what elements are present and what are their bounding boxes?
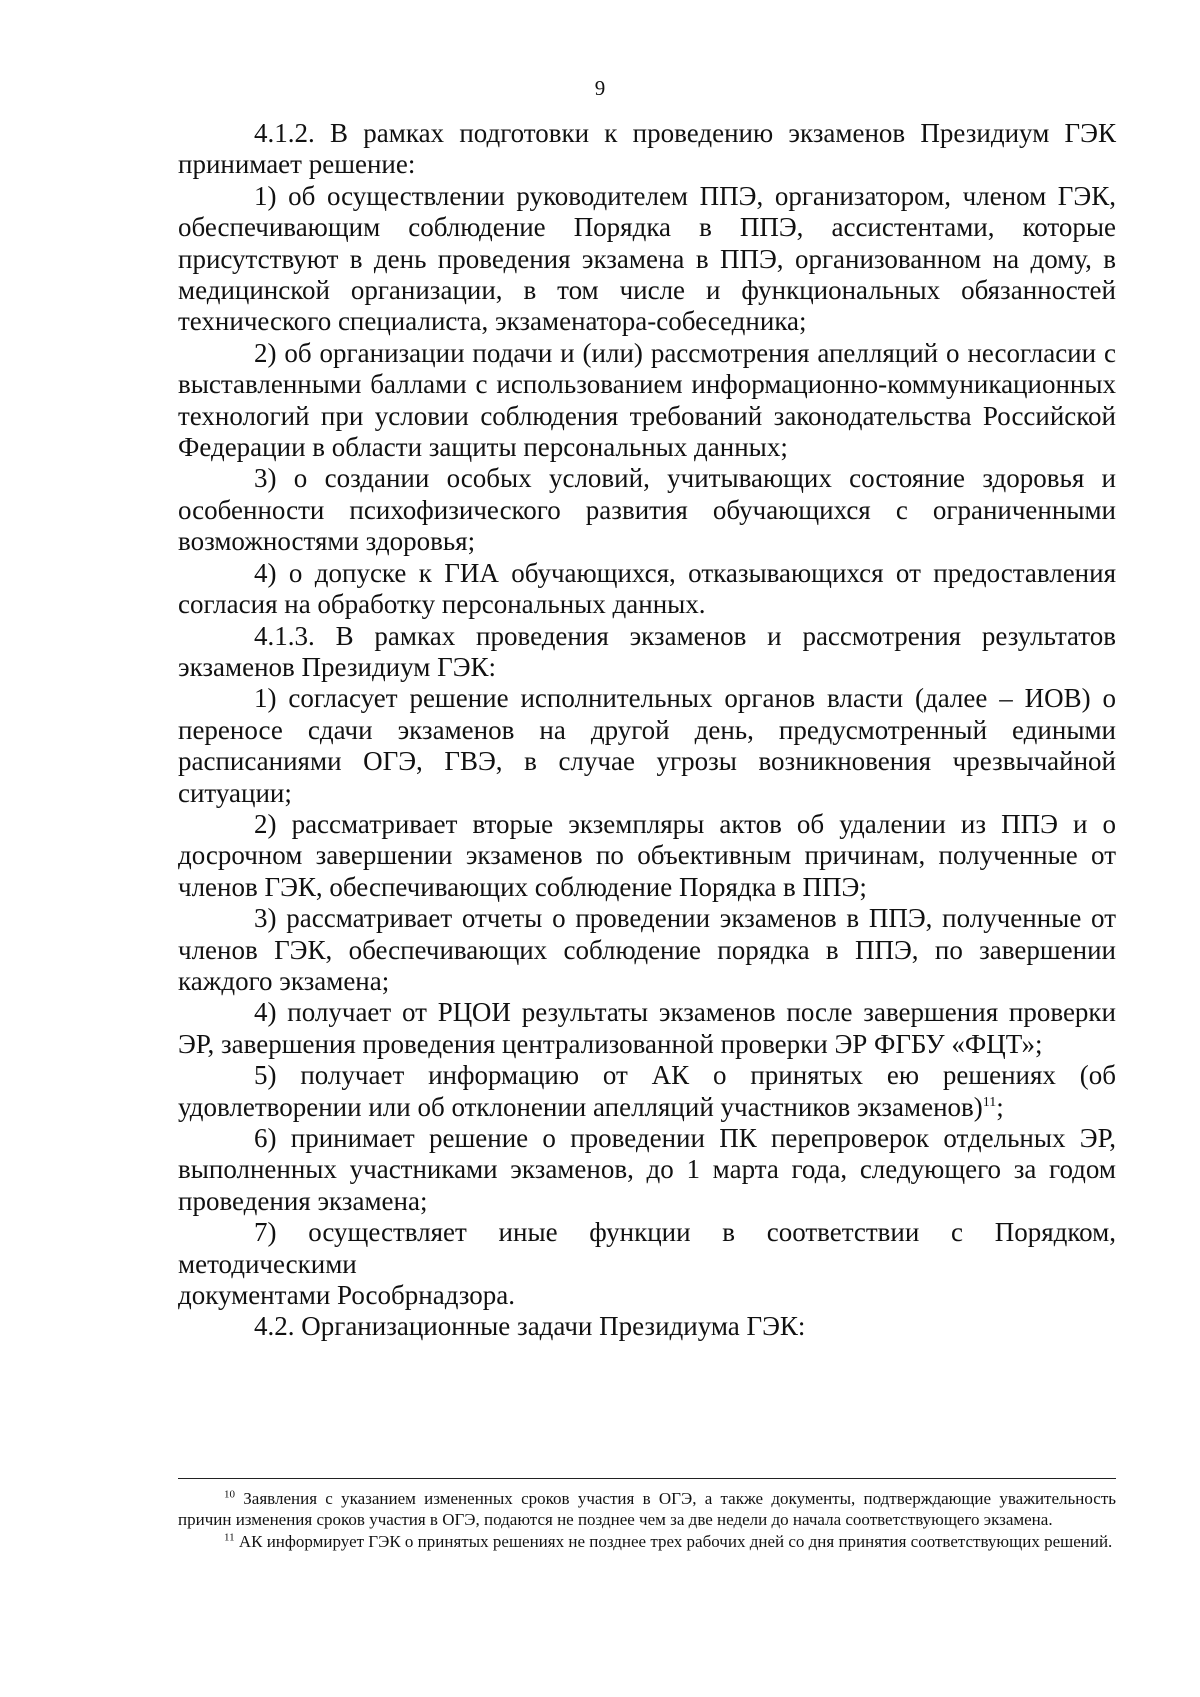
- paragraph-4-1-3-item-4: 4) получает от РЦОИ результаты экзаменов после завершения проверки ЭР, завершения проведения централизованной проверки ЭР ФГБУ «ФЦТ»;: [178, 997, 1116, 1059]
- paragraph-4-1-2-item-4: 4) о допуске к ГИА обучающихся, отказывающихся от предоставления согласия на обработку персональных данных.: [178, 557, 1116, 620]
- paragraph-4-2: 4.2. Организационные задачи Президиума ГЭК:: [254, 1311, 806, 1342]
- page-number: 9: [594, 76, 606, 100]
- paragraph-4-1-3-item-5-text: 5) получает информацию от АК о принятых ею решениях (об удовлетворении или об отклонении апелляций участников экзаменов): [178, 1060, 1116, 1122]
- document-body: [178, 118, 1116, 1343]
- footnote-marker-10: 10: [224, 1488, 235, 1501]
- paragraph-4-1-3-item-2: 2) рассматривает вторые экземпляры актов об удалении из ППЭ и о досрочном завершении экзаменов по объективным причинам, полученные от членов ГЭК, обеспечивающих соблюдение Порядка в ППЭ;: [178, 808, 1116, 902]
- footnote-text-10: Заявления с указанием измененных сроков участия в ОГЭ, а также документы, подтверждающие уважительность причин изменения сроков участия в ОГЭ, подаются не позднее чем за две недели до начала соответствующего экзамена.: [178, 1489, 1116, 1529]
- paragraph-4-1-3: 4.1.3. В рамках проведения экзаменов и рассмотрения результатов экзаменов Президиум ГЭК:: [178, 620, 1116, 682]
- paragraph-4-1-2-item-1: 1) об осуществлении руководителем ППЭ, организатором, членом ГЭК, обеспечивающим соблюдение Порядка в ППЭ, ассистентами, которые присутствуют в день проведения экзамена в ППЭ, организованном на дому, в медицинской организации, в том числе и функциональных обязанностей технического специалиста, экзаменатора-собеседника;: [178, 180, 1116, 337]
- paragraph-4-1-3-item-3: 3) рассматривает отчеты о проведении экзаменов в ППЭ, полученные от членов ГЭК, обеспечивающих соблюдение порядка в ППЭ, по завершении каждого экзамена;: [178, 903, 1116, 996]
- footnote-text-11: АК информирует ГЭК о принятых решениях не позднее трех рабочих дней со дня принятия соответствующих решений.: [238, 1532, 1113, 1551]
- paragraph-4-1-2-item-3: 3) о создании особых условий, учитывающих состояние здоровья и особенности психофизического развития обучающихся с ограниченными возможностями здоровья;: [178, 463, 1116, 557]
- footnote-11: [178, 1532, 1116, 1553]
- paragraph-4-1-3-item-7: 7) осуществляет иные функции в соответствии с Порядком, методическими: [178, 1217, 1116, 1279]
- footnote-separator: [178, 1478, 1116, 1479]
- paragraph-4-1-3-item-7-continued: документами Рособрнадзора.: [178, 1280, 516, 1311]
- footnotes: [178, 1489, 1116, 1555]
- paragraph-4-1-3-item-5-punct: ;: [996, 1091, 1004, 1122]
- paragraph-4-1-3-item-5: [178, 1060, 1116, 1123]
- paragraph-4-1-2-item-2: 2) об организации подачи и (или) рассмотрения апелляций о несогласии с выставленными баллами с использованием информационно-коммуникационных технологий при условии соблюдения требований законодательства Российской Федерации в области защиты персональных данных;: [178, 337, 1116, 463]
- paragraph-4-1-3-item-1: 1) согласует решение исполнительных органов власти (далее – ИОВ) о переносе сдачи экзаменов на другой день, предусмотренный едиными расписаниями ОГЭ, ГВЭ, в случае угрозы возникновения чрезвычайной ситуации;: [178, 683, 1116, 808]
- footnote-marker-11: 11: [224, 1531, 235, 1544]
- paragraph-4-1-2: 4.1.2. В рамках подготовки к проведению экзаменов Президиум ГЭК принимает решение:: [178, 118, 1116, 180]
- paragraph-4-1-3-item-6: 6) принимает решение о проведении ПК перепроверок отдельных ЭР, выполненных участниками экзаменов, до 1 марта года, следующего за годом проведения экзамена;: [178, 1123, 1116, 1216]
- footnote-reference-11: 11: [982, 1094, 997, 1110]
- footnote-10: [178, 1489, 1116, 1530]
